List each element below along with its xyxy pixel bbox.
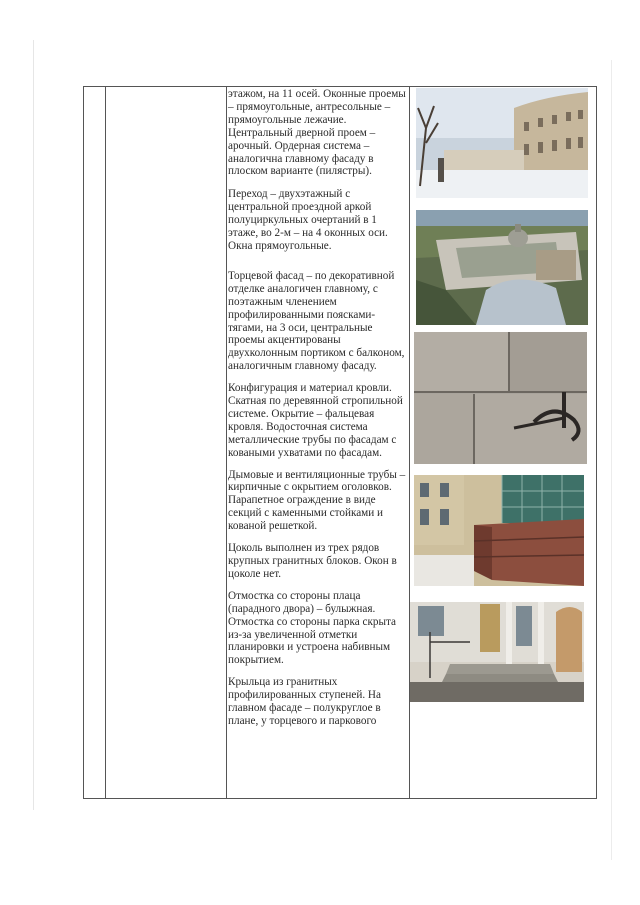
paragraph-porches: Крыльца из гранитных профилированных ступеней. На главном фасаде – полукруглое в плане, у торцевого и паркового [228,676,381,727]
scan-edge-right [611,60,612,860]
photo-porch-granite-steps [410,602,584,702]
paragraph-roof: Конфигурация и материал кровли. Скатная по деревянной стропильной системе. Окрытие – фальцевая кровля. Водосточная система металлические трубы по фасадам с коваными ухватами по фасадам. [228,382,403,459]
photo-palace-courtyard-facade [416,88,588,198]
paragraph-chimneys: Дымовые и вентиляционные трубы –кирпичные с окрытием оголовков. Парапетное ограждение в виде секций с каменными стойками и кованой решеткой. [228,468,406,533]
paragraph-end-facade: Торцевой фасад – по декоративной отделке аналогичен главному, с поэтажным членением профилированными поясками-тягами, на 3 оси, центральные проемы акцентированы двухколонным портиком с балконом, аналогичным главному фасаду. [228,269,405,373]
photo-granite-plinth-corner [414,475,584,586]
paragraph-passage: Переход – двухэтажный с центральной проездной аркой полуциркульных очертаний в 1 этаже, во 2-м – на 4 оконных оси. Окна прямоугольные. [228,188,388,252]
paragraph-plinth: Цоколь выполнен из трех рядов крупных гранитных блоков. Окон в цоколе нет. [228,542,397,580]
paragraph-blind-area: Отмостка со стороны плаца (парадного двора) – булыжная. Отмостка со стороны парка скрыта из-за увеличенной отметки планировки и устроена набивным покрытием. [228,589,397,667]
paragraph-facade-continuation: этажом, на 11 осей. Оконные проемы – прямоугольные, антресольные – прямоугольные лежачие. Центральный дверной проем – арочный. Ордерная система – аналогична главному фасаду в плоском варианте (пилястры). [228,88,406,178]
photo-palace-aerial-dome [416,210,588,325]
scan-edge-left [33,40,34,810]
description-column [228,88,408,728]
photo-granite-wall-bracket [414,332,587,464]
column-divider-1 [105,87,106,798]
column-divider-2 [226,87,227,798]
